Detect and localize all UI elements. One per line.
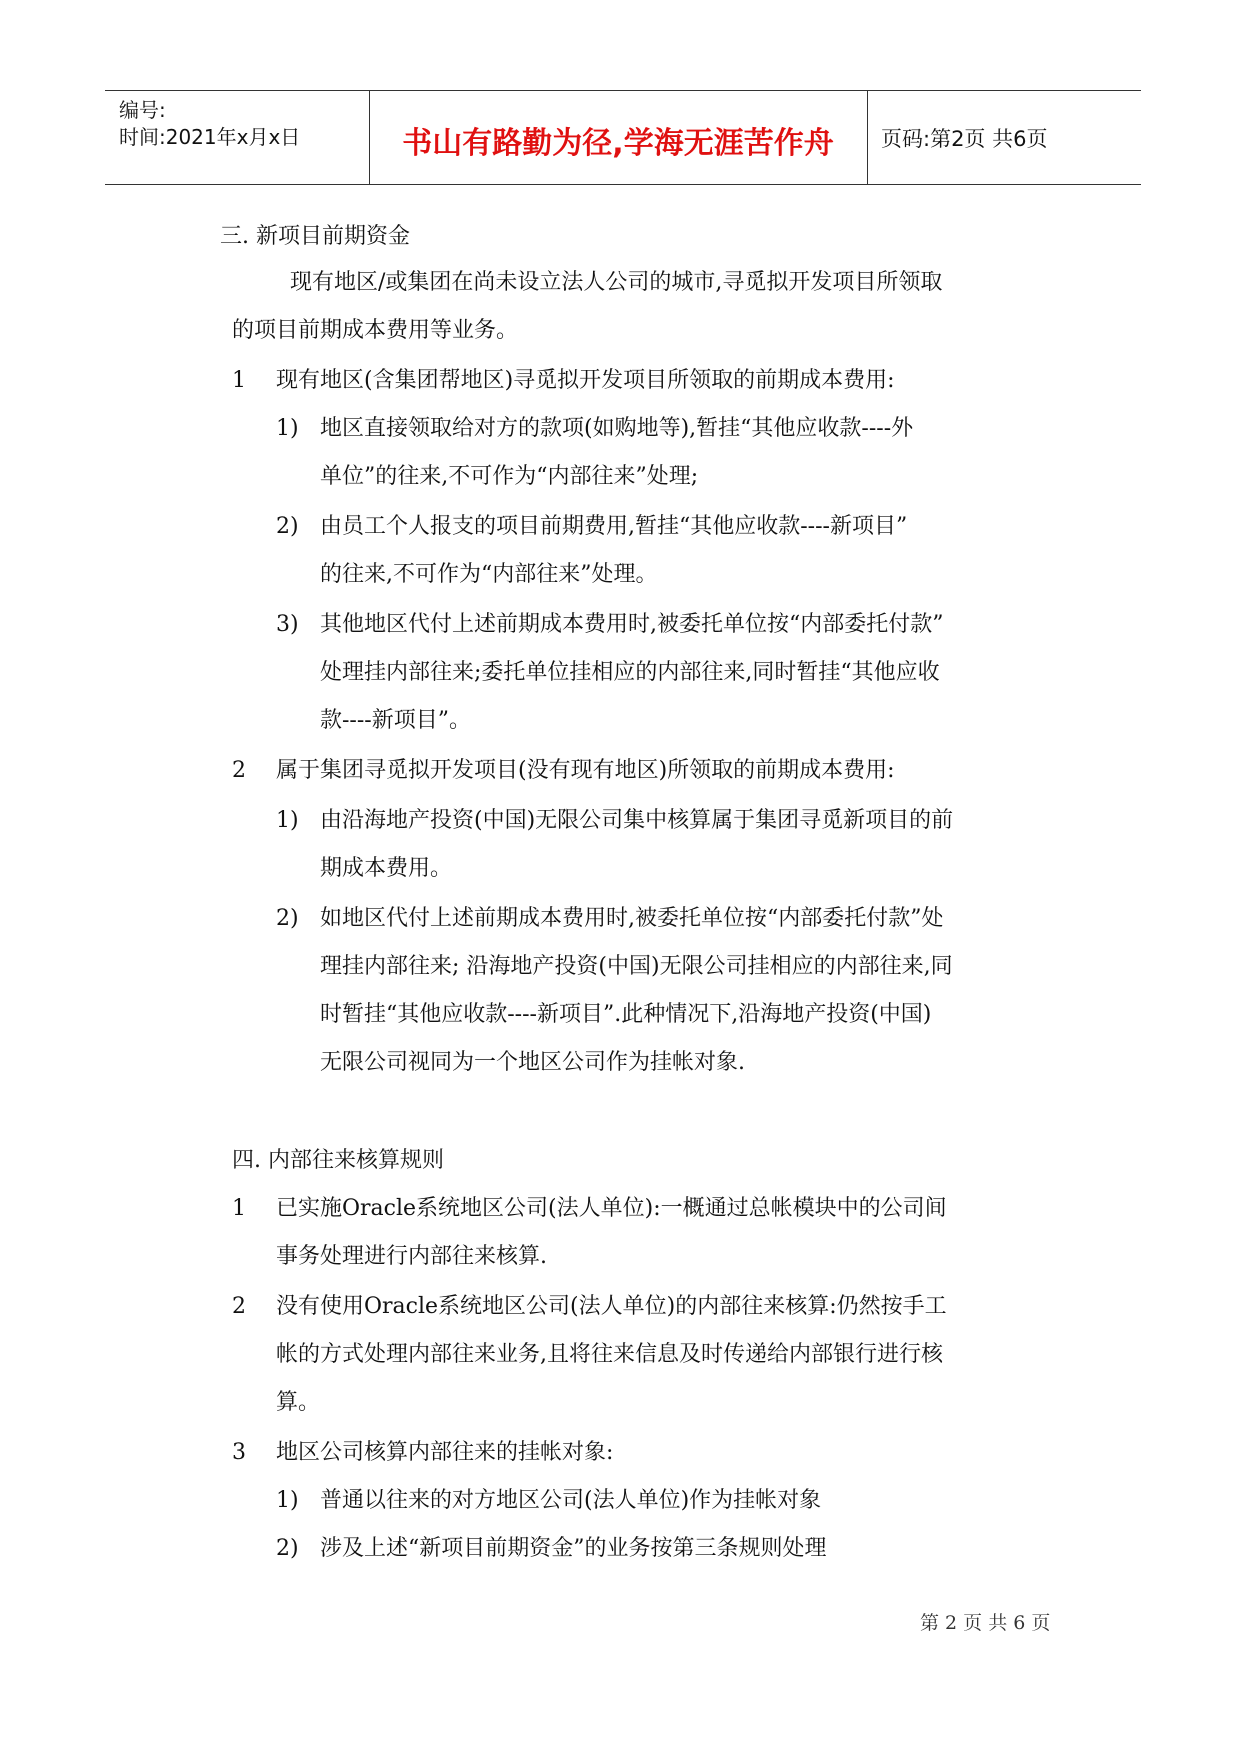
item-3-1-1-line-2: 单位”的往来,不可作为“内部往来”处理; <box>320 464 699 489</box>
item-3-2-2-line-1: 如地区代付上述前期成本费用时,被委托单位按“内部委托付款”处 <box>320 906 944 931</box>
item-3-2-2-line-4: 无限公司视同为一个地区公司作为挂帐对象. <box>320 1050 745 1075</box>
item-3-1-2-line-2: 的往来,不可作为“内部往来”处理。 <box>320 562 658 587</box>
item-3-1-2-number: 2) <box>276 514 299 539</box>
item-3-2-text: 属于集团寻觅拟开发项目(没有现有地区)所领取的前期成本费用: <box>276 758 895 783</box>
item-4-1-line-1: 已实施Oracle系统地区公司(法人单位):一概通过总帐模块中的公司间 <box>276 1196 947 1221</box>
item-4-3-1-number: 1) <box>276 1488 299 1513</box>
item-3-1-2-line-1: 由员工个人报支的项目前期费用,暂挂“其他应收款----新项目” <box>320 514 908 539</box>
document-header <box>105 90 1141 185</box>
item-3-1-3-line-1: 其他地区代付上述前期成本费用时,被委托单位按“内部委托付款” <box>320 612 944 637</box>
item-3-1-number: 1 <box>232 368 246 393</box>
item-4-3-number: 3 <box>232 1440 246 1465</box>
item-4-1-number: 1 <box>232 1196 246 1221</box>
item-4-2-line-1: 没有使用Oracle系统地区公司(法人单位)的内部往来核算:仍然按手工 <box>276 1294 947 1319</box>
document-time-label: 时间:2021年x月x日 <box>119 125 301 149</box>
item-4-3-2-number: 2) <box>276 1536 299 1561</box>
item-3-2-2-number: 2) <box>276 906 299 931</box>
item-3-2-1-line-1: 由沿海地产投资(中国)无限公司集中核算属于集团寻觅新项目的前 <box>320 808 954 833</box>
item-3-2-1-number: 1) <box>276 808 299 833</box>
item-3-1-3-line-2: 处理挂内部往来;委托单位挂相应的内部往来,同时暂挂“其他应收 <box>320 660 940 685</box>
item-3-1-1-number: 1) <box>276 416 299 441</box>
header-middle-cell <box>369 91 868 184</box>
header-page-info: 页码:第2页 共6页 <box>881 127 1048 151</box>
item-4-3-1-line-1: 普通以往来的对方地区公司(法人单位)作为挂帐对象 <box>320 1488 822 1513</box>
header-left-cell <box>105 91 370 184</box>
document-number-label: 编号: <box>119 98 166 122</box>
item-3-1-1-line-1: 地区直接领取给对方的款项(如购地等),暂挂“其他应收款----外 <box>320 416 914 441</box>
item-4-3-text: 地区公司核算内部往来的挂帐对象: <box>276 1440 614 1465</box>
item-3-1-text: 现有地区(含集团帮地区)寻觅拟开发项目所领取的前期成本费用: <box>276 368 895 393</box>
header-motto: 书山有路勤为径,学海无涯苦作舟 <box>402 126 834 161</box>
item-4-2-line-2: 帐的方式处理内部往来业务,且将往来信息及时传递给内部银行进行核 <box>276 1342 943 1367</box>
section-4-title: 四. 内部往来核算规则 <box>232 1148 444 1173</box>
item-3-1-3-number: 3) <box>276 612 299 637</box>
item-3-2-2-line-2: 理挂内部往来; 沿海地产投资(中国)无限公司挂相应的内部往来,同 <box>320 954 953 979</box>
item-3-1-3-line-3: 款----新项目”。 <box>320 708 471 733</box>
section-3-intro-line-1: 现有地区/或集团在尚未设立法人公司的城市,寻觅拟开发项目所领取 <box>290 270 943 295</box>
page-footer: 第 2 页 共 6 页 <box>920 1612 1051 1634</box>
header-right-cell <box>867 91 1141 184</box>
item-4-2-line-3: 算。 <box>276 1390 321 1415</box>
section-3-intro-line-2: 的项目前期成本费用等业务。 <box>232 318 519 343</box>
section-3-title: 三. 新项目前期资金 <box>220 224 410 249</box>
item-3-2-number: 2 <box>232 758 246 783</box>
item-4-2-number: 2 <box>232 1294 246 1319</box>
item-3-2-2-line-3: 时暂挂“其他应收款----新项目”.此种情况下,沿海地产投资(中国) <box>320 1002 932 1027</box>
item-3-2-1-line-2: 期成本费用。 <box>320 856 453 881</box>
item-4-1-line-2: 事务处理进行内部往来核算. <box>276 1244 547 1269</box>
item-4-3-2-line-1: 涉及上述“新项目前期资金”的业务按第三条规则处理 <box>320 1536 827 1561</box>
